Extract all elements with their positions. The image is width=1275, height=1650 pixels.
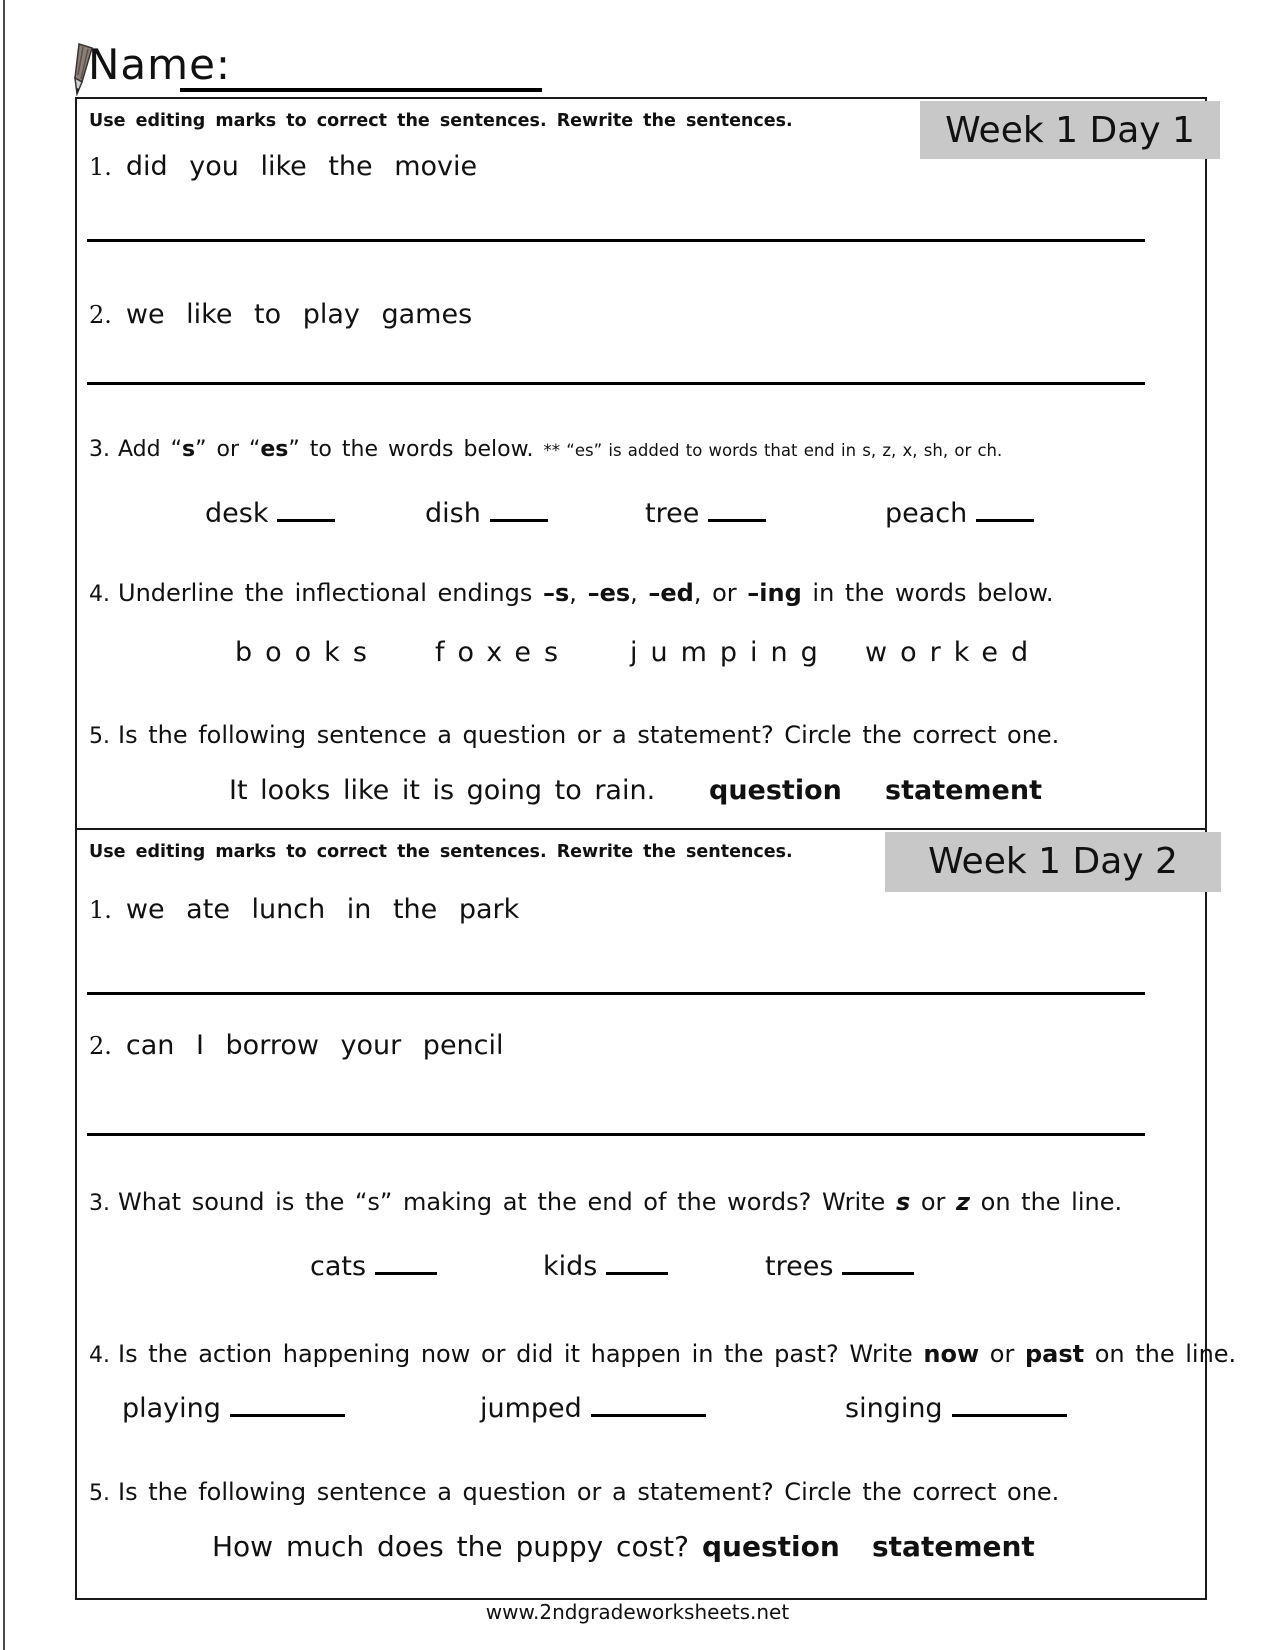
word-with-blank: singing (845, 1390, 1067, 1424)
day2-item2 (89, 1030, 504, 1061)
answer-blank (490, 495, 548, 522)
sentence-text: we like to play games (125, 299, 473, 330)
inflection-word: foxes (435, 637, 572, 668)
item-number: 1. (89, 896, 112, 924)
word-with-blank: kids (543, 1248, 668, 1282)
item-number: 4. (89, 1343, 110, 1368)
choice-question: question (702, 1530, 840, 1563)
inflection-word: books (235, 637, 380, 668)
day2-rewrite-line-2 (87, 1133, 1145, 1136)
example-sentence: It looks like it is going to rain. (229, 775, 656, 806)
item-number: 5. (89, 1481, 110, 1506)
page-edge-line (3, 0, 5, 1650)
inflection-word: jumping (630, 637, 831, 668)
day1-item2 (89, 299, 472, 330)
name-label: Name: (88, 40, 232, 89)
day1-rewrite-line-2 (87, 382, 1145, 385)
answer-blank (952, 1390, 1067, 1417)
day2-item1 (89, 894, 519, 925)
question-text: Underline the inflectional endings –s, –es, –ed, or –ing in the words below. (118, 579, 1054, 607)
day1-item4 (89, 579, 1053, 607)
item-number: 3. (89, 437, 110, 462)
footer-url: www.2ndgradeworksheets.net (485, 1600, 790, 1624)
day1-label: Week 1 Day 1 (920, 101, 1220, 159)
day2-item5 (89, 1478, 1059, 1506)
day2-item4 (89, 1340, 1236, 1368)
question-text: Is the following sentence a question or a statement? Circle the correct one. (118, 1478, 1060, 1506)
word-with-blank: tree (645, 495, 766, 529)
note-text: ** “es” is added to words that end in s, z, x, sh, or ch. (543, 441, 1003, 460)
choice-statement: statement (885, 775, 1042, 806)
answer-blank (375, 1248, 437, 1275)
item-number: 2. (89, 301, 112, 329)
item-number: 4. (89, 582, 110, 607)
day1-rewrite-line-1 (87, 239, 1145, 242)
item-number: 2. (89, 1032, 112, 1060)
day2-label: Week 1 Day 2 (885, 832, 1221, 892)
answer-blank (842, 1248, 914, 1275)
day2-panel (75, 828, 1237, 1600)
answer-blank (708, 495, 766, 522)
day1-item3 (89, 437, 1002, 462)
answer-blank (277, 495, 335, 522)
question-text: Is the action happening now or did it happen in the past? Write now or past on the line. (118, 1340, 1237, 1368)
answer-blank (976, 495, 1034, 522)
name-write-line (180, 50, 542, 92)
inflection-word: worked (865, 637, 1042, 668)
word-with-blank: trees (765, 1248, 914, 1282)
day1-instructions: Use editing marks to correct the sentences. Rewrite the sentences. (89, 111, 793, 131)
choice-statement: statement (872, 1530, 1035, 1563)
word-with-blank: playing (122, 1390, 345, 1424)
day2-item3-words (77, 1248, 1205, 1288)
answer-blank (230, 1390, 345, 1417)
sentence-text: did you like the movie (125, 151, 478, 182)
word-with-blank: jumped (480, 1390, 706, 1424)
day2-item4-words (77, 1390, 1205, 1430)
item-number: 3. (89, 1191, 110, 1216)
day2-rewrite-line-1 (87, 992, 1145, 995)
day2-item3 (89, 1188, 1122, 1216)
answer-blank (591, 1390, 706, 1417)
sentence-text: can I borrow your pencil (125, 1030, 504, 1061)
word-with-blank: cats (310, 1248, 437, 1282)
word-with-blank: peach (885, 495, 1034, 529)
day1-item4-words (77, 637, 1205, 677)
day2-instructions: Use editing marks to correct the sentences. Rewrite the sentences. (89, 842, 793, 862)
item-number: 1. (89, 153, 112, 181)
question-text: Add “s” or “es” to the words below. ** “es” is added to words that end in s, z, x, sh, or ch. (118, 437, 1003, 462)
question-text: Is the following sentence a question or a statement? Circle the correct one. (118, 721, 1060, 749)
answer-blank (606, 1248, 668, 1275)
day1-panel (75, 97, 1207, 830)
day1-item3-words (77, 495, 1205, 535)
word-with-blank: desk (205, 495, 335, 529)
day1-item1 (89, 151, 477, 182)
sentence-text: we ate lunch in the park (125, 894, 520, 925)
choice-question: question (709, 775, 842, 806)
word-with-blank: dish (425, 495, 548, 529)
example-sentence: How much does the puppy cost? (212, 1530, 690, 1563)
question-text: What sound is the “s” making at the end of the words? Write s or z on the line. (118, 1188, 1123, 1216)
day1-item5 (89, 721, 1059, 749)
item-number: 5. (89, 724, 110, 749)
